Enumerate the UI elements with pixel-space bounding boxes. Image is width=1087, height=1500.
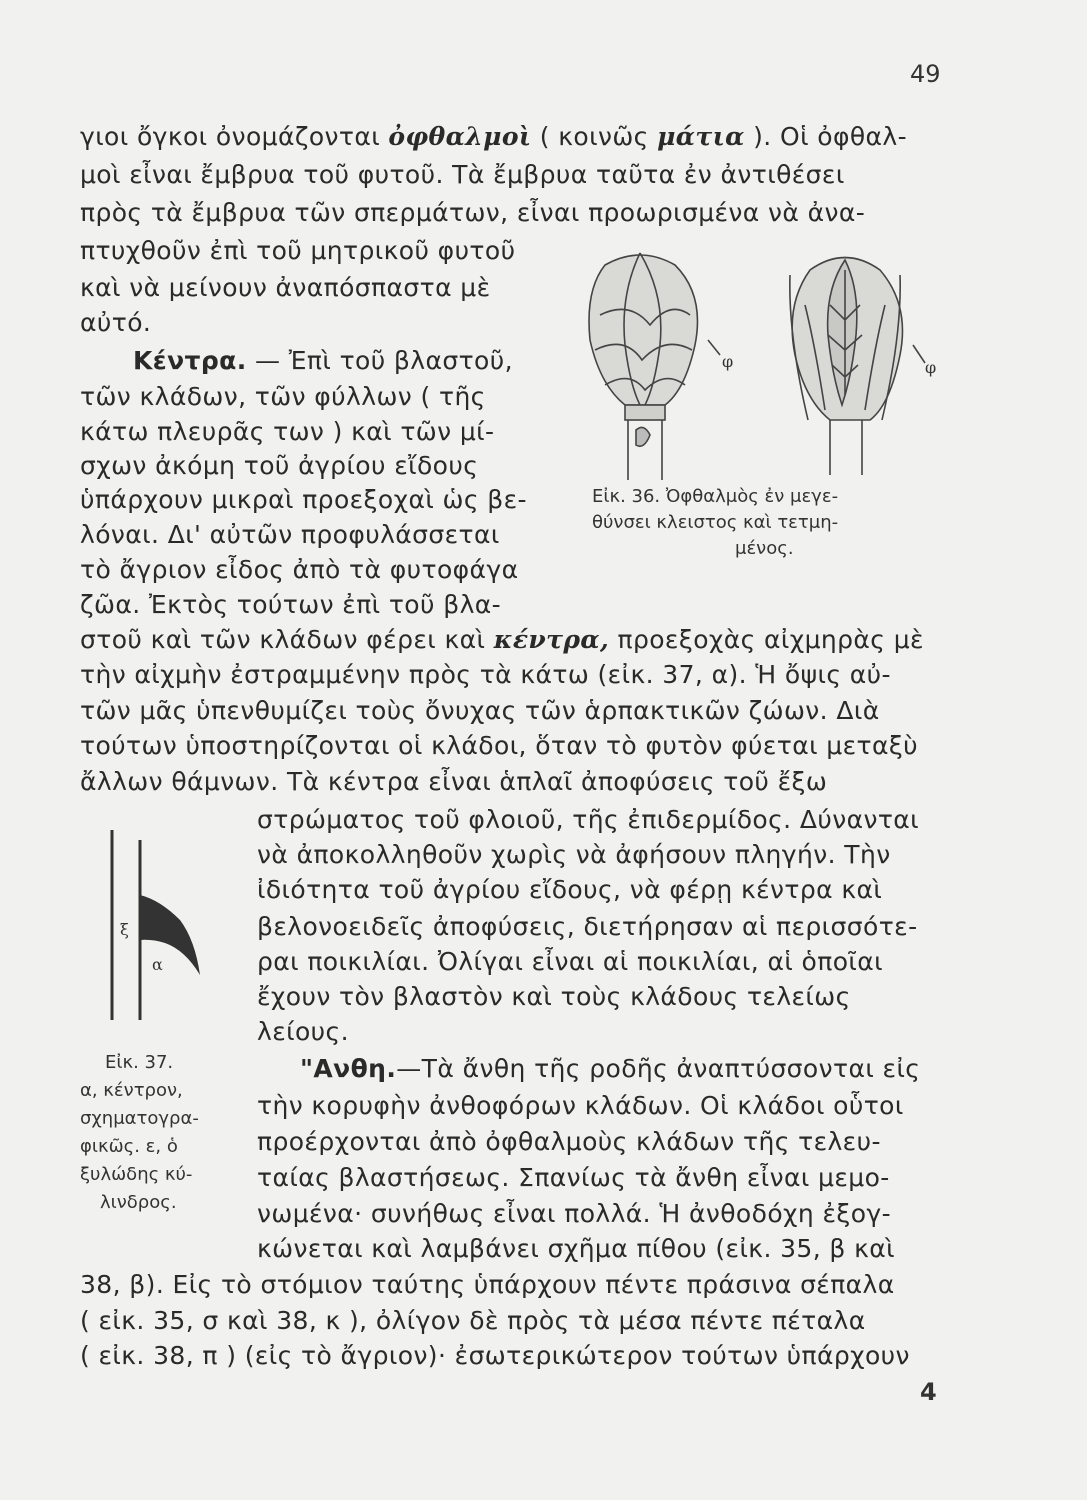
text-run: προεξοχὰς αἰχμηρὰς μὲ [609, 625, 924, 654]
emphasis-term: κέντρα, [493, 625, 610, 654]
text-line: πρὸς τὰ ἔμβρυα τῶν σπερμάτων, εἶναι προωρισμένα νὰ ἀνα- [80, 198, 866, 227]
signature-mark: 4 [920, 1378, 937, 1406]
figure-36-caption-line: μένος. [735, 538, 794, 559]
text-run: — Ἐπὶ τοῦ βλαστοῦ, [246, 346, 513, 375]
text-line: ραι ποικιλίαι. Ὀλίγαι εἶναι αἱ ποικιλίαι, αἱ ὁποῖαι [257, 947, 884, 976]
text-line: νωμένα· συνήθως εἶναι πολλά. Ἡ ἀνθοδόχη ἐξογ- [257, 1199, 892, 1228]
figure-37-thorn-drawing [100, 825, 210, 1025]
figure-label-phi-left: φ [722, 352, 734, 371]
text-run: στοῦ καὶ τῶν κλάδων φέρει καὶ [80, 625, 494, 654]
text-line: πτυχθοῦν ἐπὶ τοῦ μητρικοῦ φυτοῦ [80, 236, 516, 265]
text-line: κάτω πλευρᾶς των ) καὶ τῶν μί- [80, 417, 495, 446]
emphasis-term: ὀφθαλμοὶ [388, 122, 532, 151]
text-line: ( εἰκ. 38, π ) (εἰς τὸ ἄγριον)· ἐσωτερικώτερον τούτων ὑπάρχουν [80, 1341, 910, 1370]
figure-label-phi-right: φ [925, 358, 937, 377]
figure-label-alpha: α [152, 955, 163, 974]
text-run: —Τὰ ἄνθη τῆς ροδῆς ἀναπτύσσονται εἰς [396, 1054, 921, 1083]
text-line: ζῶα. Ἐκτὸς τούτων ἐπὶ τοῦ βλα- [80, 590, 502, 619]
section-heading: Κέντρα. [133, 346, 247, 375]
figure-36-caption-line: Εἰκ. 36. Ὀφθαλμὸς ἐν μεγε- [592, 486, 839, 507]
text-line: καὶ νὰ μείνουν ἀναπόσπαστα μὲ [80, 273, 491, 302]
text-line: τῶν μᾶς ὑπενθυμίζει τοὺς ὄνυχας τῶν ἁρπακτικῶν ζώων. Διὰ [80, 696, 880, 725]
figure-37-caption-line: φικῶς. ε, ὁ [80, 1136, 178, 1157]
text-run: ( κοινῶς [531, 122, 658, 151]
text-line: ὑπάρχουν μικραὶ προεξοχαὶ ὡς βε- [80, 485, 527, 514]
figure-37-caption-line: ξυλώδης κύ- [80, 1164, 193, 1185]
page-number: 49 [910, 60, 941, 88]
emphasis-term: μάτια [657, 122, 745, 151]
text-line: μοὶ εἶναι ἔμβρυα τοῦ φυτοῦ. Τὰ ἔμβρυα ταῦτα ἐν ἀντιθέσει [80, 160, 845, 189]
text-line: νὰ ἀποκολληθοῦν χωρὶς νὰ ἀφήσουν πληγήν. Τὴν [257, 840, 891, 869]
section-heading-line [133, 344, 513, 378]
text-line: λόναι. Δι' αὐτῶν προφυλάσσεται [80, 520, 500, 549]
figure-37-caption-line: λινδρος. [100, 1192, 177, 1213]
text-line: ἰδιότητα τοῦ ἀγρίου εἴδους, νὰ φέρῃ κέντρα καὶ [257, 875, 883, 904]
text-line: 38, β). Εἰς τὸ στόμιον ταύτης ὑπάρχουν πέντε πράσινα σέπαλα [80, 1270, 895, 1299]
figure-36-caption-line: θύνσει κλειστος καὶ τετμη- [592, 512, 839, 533]
figure-36-bud-drawing [580, 245, 970, 480]
text-line: τὴν κορυφὴν ἀνθοφόρων κλάδων. Οἱ κλάδοι οὗτοι [257, 1091, 904, 1120]
section-heading-line [300, 1052, 920, 1086]
text-line: τούτων ὑποστηρίζονται οἱ κλάδοι, ὅταν τὸ φυτὸν φύεται μεταξὺ [80, 731, 919, 760]
text-line: ( εἰκ. 35, σ καὶ 38, κ ), ὀλίγον δὲ πρὸς τὰ μέσα πέντε πέταλα [80, 1306, 866, 1335]
text-line [80, 623, 924, 657]
text-line [80, 120, 907, 154]
section-heading: "Ανθη. [300, 1054, 397, 1083]
text-line: τὸ ἄγριον εἶδος ἀπὸ τὰ φυτοφάγα [80, 555, 519, 584]
text-line: στρώματος τοῦ φλοιοῦ, τῆς ἐπιδερμίδος. Δύνανται [257, 805, 920, 834]
text-line: ταίας βλαστήσεως. Σπανίως τὰ ἄνθη εἶναι μεμο- [257, 1163, 890, 1192]
figure-37-caption-line: σχηματογρα- [80, 1108, 199, 1129]
text-line: βελονοειδεῖς ἀποφύσεις, διετήρησαν αἱ περισσότε- [257, 912, 918, 941]
text-line: ἄλλων θάμνων. Τὰ κέντρα εἶναι ἁπλαῖ ἀποφύσεις τοῦ ἔξω [80, 767, 828, 796]
figure-label-xi: ξ [120, 920, 129, 939]
figure-37-caption-line: Εἰκ. 37. [105, 1052, 174, 1073]
text-line: τὴν αἰχμὴν ἐστραμμένην πρὸς τὰ κάτω (εἰκ. 37, α). Ἡ ὄψις αὐ- [80, 660, 891, 689]
text-line: τῶν κλάδων, τῶν φύλλων ( τῆς [80, 382, 486, 411]
text-run: ). Οἱ ὀφθαλ- [744, 122, 908, 151]
figure-37-caption-line: α, κέντρον, [80, 1080, 183, 1101]
text-line: ἔχουν τὸν βλαστὸν καὶ τοὺς κλάδους τελείως [257, 982, 851, 1011]
text-line: προέρχονται ἀπὸ ὀφθαλμοὺς κλάδων τῆς τελευ- [257, 1127, 881, 1156]
text-line: σχων ἀκόμη τοῦ ἀγρίου εἴδους [80, 451, 479, 480]
text-line: λείους. [257, 1017, 349, 1046]
text-line: κώνεται καὶ λαμβάνει σχῆμα πίθου (εἰκ. 35, β καὶ [257, 1234, 896, 1263]
text-run: γιοι ὄγκοι ὀνομάζονται [80, 122, 389, 151]
text-line: αὐτό. [80, 308, 152, 337]
